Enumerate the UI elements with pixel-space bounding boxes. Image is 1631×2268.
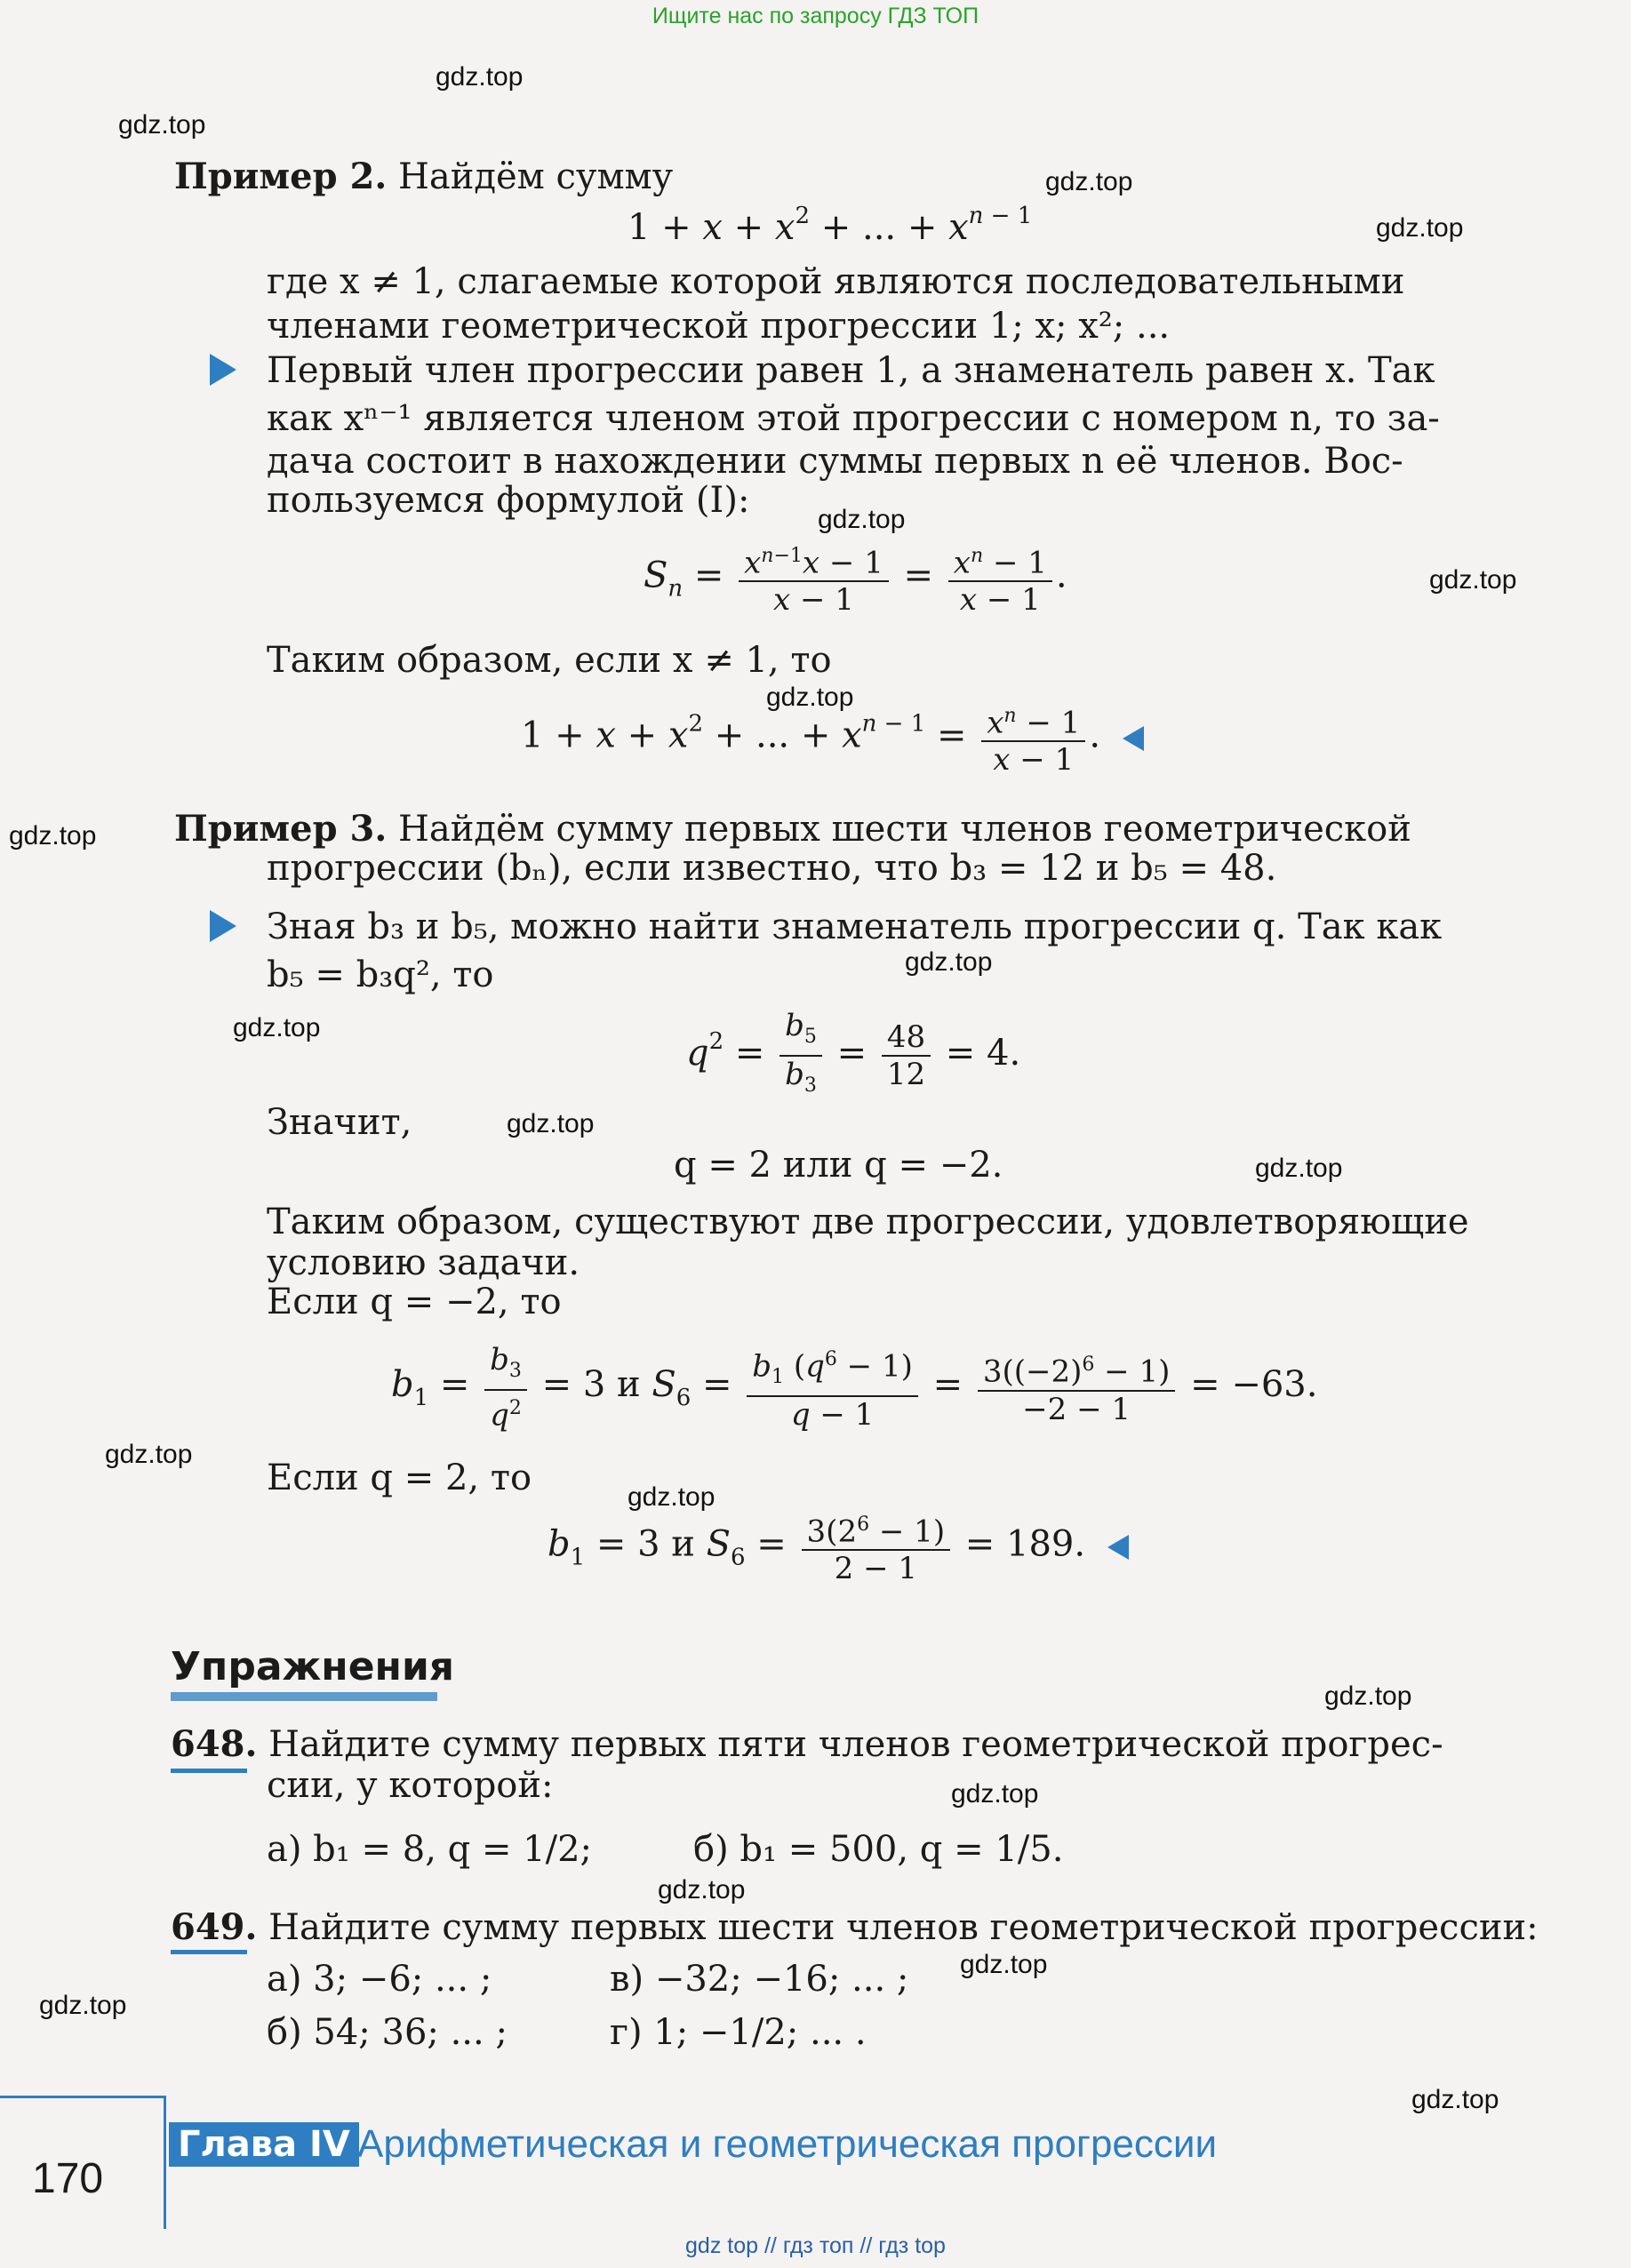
watermark: gdz.top — [818, 505, 906, 534]
example3-line3: Зная b₃ и b₅, можно найти знаменатель прогрессии q. Так как — [267, 906, 1443, 947]
example3-line6: q = 2 или q = −2. — [674, 1145, 1003, 1186]
exercise-648-number: 648. — [171, 1723, 258, 1765]
example2-heading — [174, 156, 673, 197]
exercise-648-b: б) b₁ = 500, q = 1/5. — [693, 1829, 1064, 1870]
example2-line7: Таким образом, если x ≠ 1, то — [267, 640, 832, 681]
example2-result-formula: $1 + x + x^2$ + ... + $x^{n - 1}$ = $\frac{x^n - 1}{x - 1}$ . — [521, 699, 1144, 778]
watermark: gdz.top — [105, 1440, 193, 1469]
example2-line2: членами геометрической прогрессии 1; x; x²; ... — [267, 306, 1171, 347]
corner-divider — [164, 2096, 166, 2229]
example2-sum-formula: $1 + x + x^2$ + ... + $x^{n - 1}$ — [628, 203, 1033, 248]
example3-q-formula: $q^2$ = $\frac{b_5}{b_3}$ = $\frac{48}{12}$ = 4. — [686, 1008, 1021, 1097]
corner-divider — [0, 2096, 165, 2098]
example3-line2: прогрессии (bₙ), если известно, что b₃ = 12 и b₅ = 48. — [267, 848, 1277, 889]
chapter-label: Глава IV — [169, 2122, 359, 2167]
exercise-649-g: г) 1; −1/2; ... . — [610, 2012, 867, 2053]
exercise-648-a: а) b₁ = 8, q = 1/2; — [267, 1829, 593, 1870]
watermark: gdz.top — [766, 683, 854, 712]
solution-arrow-icon — [210, 910, 236, 942]
watermark: gdz.top — [960, 1950, 1048, 1979]
example2-line3: Первый член прогрессии равен 1, а знаменатель равен x. Так — [267, 350, 1435, 391]
example3-neg-case-formula: $b_1$ = $\frac{b_3}{q^2}$ = 3 и $S_6$ = $\frac{b_1 (q^6 - 1)}{q - 1}$ = $\frac{3((-2)^6 - 1)}{-2 - 1}$ = −63. — [391, 1342, 1318, 1433]
watermark: gdz.top — [905, 947, 993, 977]
watermark: gdz.top — [628, 1482, 716, 1512]
example3-line5: Значит, — [267, 1102, 412, 1143]
example2-sn-formula: $S_n$ = $\frac{x^{n-1}x - 1}{x - 1}$ = $\frac{x^n - 1}{x - 1}$ . — [644, 539, 1067, 618]
watermark: gdz.top — [1429, 565, 1517, 595]
watermark: gdz.top — [1255, 1154, 1343, 1183]
watermark: gdz.top — [1324, 1681, 1412, 1711]
end-of-solution-icon — [1123, 726, 1144, 751]
watermark: gdz.top — [1411, 2085, 1499, 2114]
exercise-649-text: Найдите сумму первых шести членов геометрической прогрессии: — [268, 1907, 1539, 1948]
example3-line7: Таким образом, существуют две прогрессии, удовлетворяющие — [267, 1202, 1469, 1242]
example3-line1: Найдём сумму первых шести членов геометрической — [397, 809, 1411, 850]
example3-line10: Если q = 2, то — [267, 1457, 532, 1498]
exercise-number-underline — [171, 1769, 247, 1773]
top-banner: Ищите нас по запросу ГДЗ ТОП — [652, 4, 979, 28]
watermark: gdz.top — [1045, 167, 1133, 196]
example3-title: Пример 3. — [174, 808, 388, 850]
example2-line6: пользуемся формулой (I): — [267, 480, 750, 521]
exercise-649-a: а) 3; −6; ... ; — [267, 1959, 492, 2000]
example3-line8: условию задачи. — [267, 1242, 580, 1283]
example2-line5: дача состоит в нахождении суммы первых n её членов. Вос- — [267, 441, 1403, 482]
bottom-footer: gdz top // гдз топ // гдз top — [685, 2233, 946, 2258]
watermark: gdz.top — [233, 1013, 321, 1042]
exercise-number-underline — [171, 1950, 247, 1954]
exercises-heading: Упражнения — [171, 1644, 455, 1689]
example3-line9: Если q = −2, то — [267, 1282, 562, 1322]
example2-line4: как xⁿ⁻¹ является членом этой прогрессии с номером n, то за- — [267, 398, 1440, 439]
heading-underline — [171, 1692, 437, 1701]
end-of-solution-icon — [1107, 1535, 1129, 1560]
watermark: gdz.top — [1376, 213, 1464, 243]
example3-heading — [174, 809, 1411, 850]
solution-arrow-icon — [210, 354, 236, 386]
example2-line1: где x ≠ 1, слагаемые которой являются последовательными — [267, 261, 1405, 302]
exercise-649-number: 649. — [171, 1906, 258, 1948]
watermark: gdz.top — [436, 62, 524, 92]
exercise-649-b: б) 54; 36; ... ; — [267, 2012, 508, 2053]
watermark: gdz.top — [951, 1779, 1039, 1809]
watermark: gdz.top — [39, 1991, 127, 2020]
watermark: gdz.top — [658, 1875, 746, 1905]
example2-intro: Найдём сумму — [397, 156, 674, 197]
example3-line4: b₅ = b₃q², то — [267, 954, 494, 995]
watermark: gdz.top — [118, 110, 206, 140]
exercise-648-line2: сии, у которой: — [267, 1765, 554, 1806]
page-number: 170 — [32, 2155, 104, 2202]
exercise-649-line1 — [171, 1907, 1539, 1948]
example2-title: Пример 2. — [174, 156, 388, 197]
exercise-649-v: в) −32; −16; ... ; — [610, 1959, 909, 2000]
exercise-648-line1 — [171, 1724, 1443, 1765]
watermark: gdz.top — [9, 821, 97, 850]
exercise-648-text: Найдите сумму первых пяти членов геометрической прогрес- — [268, 1724, 1443, 1765]
chapter-title: Арифметическая и геометрическая прогрессии — [357, 2122, 1218, 2166]
example3-pos-case-formula: $b_1 = 3$ и $S_6$ = $\frac{3(2^6 - 1)}{2 - 1}$ = 189. — [548, 1507, 1129, 1586]
watermark: gdz.top — [507, 1109, 595, 1138]
